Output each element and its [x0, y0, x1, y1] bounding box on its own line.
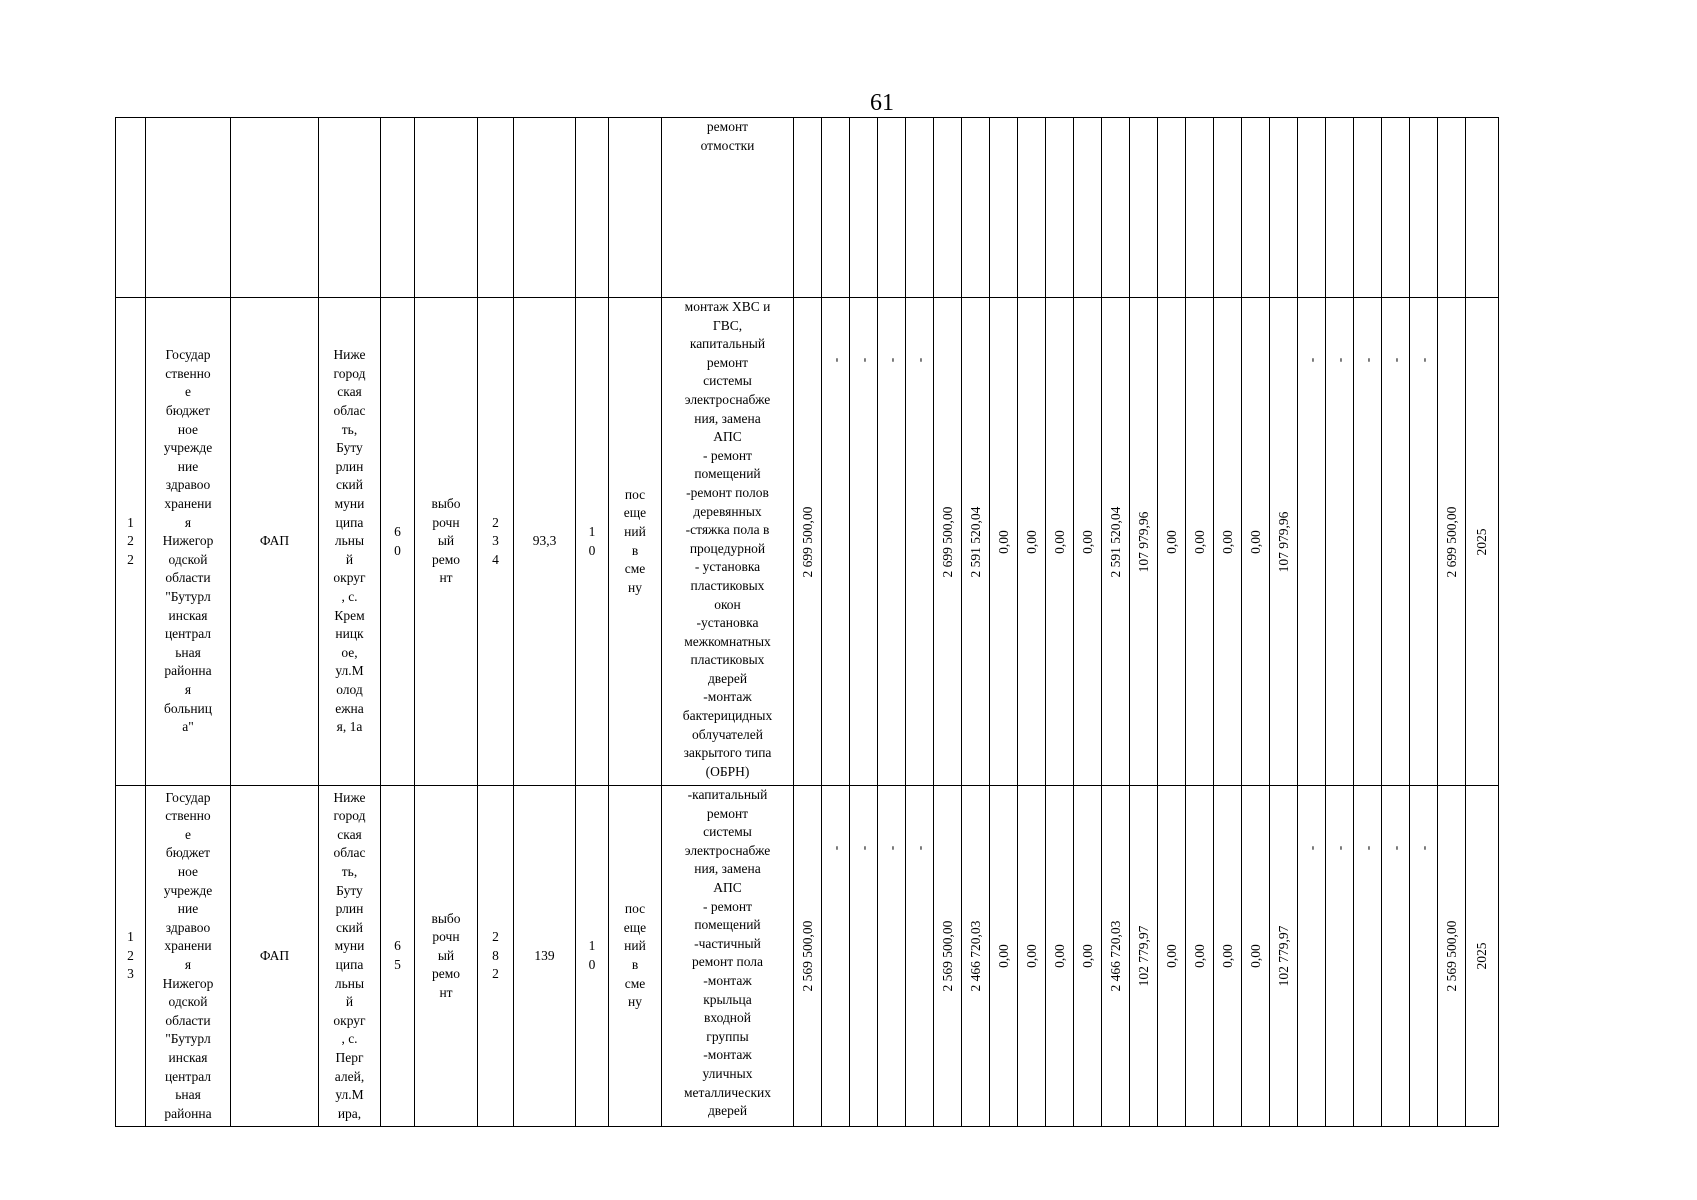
amount-value: -	[883, 357, 899, 363]
amount-cell	[1270, 118, 1298, 298]
amount-cell	[934, 786, 962, 1127]
amount-cell	[1130, 298, 1158, 786]
amount-cell	[1270, 786, 1298, 1127]
institution-cell	[146, 118, 231, 298]
amount-cell	[878, 298, 906, 786]
amount-cell	[1298, 118, 1326, 298]
institution-cell: Государ ственно е бюджет ное учрежде ние здравоо хранени я Нижегор одской области "Бутурл инская централ ьная районна я больниц а"	[146, 298, 231, 786]
amount-cell	[1186, 118, 1214, 298]
amount-value: -	[911, 357, 927, 363]
amount-value: -	[827, 357, 843, 363]
amount-value: -	[1387, 845, 1403, 851]
amount-cell	[1046, 298, 1074, 786]
amount-cell	[1046, 118, 1074, 298]
repair-table	[115, 117, 1499, 1127]
column-7-cell: 2 8 2	[478, 786, 514, 1127]
amount-value: 2 699 500,00	[799, 506, 815, 577]
amount-cell	[906, 786, 934, 1127]
amount-cell	[1018, 118, 1046, 298]
amount-cell	[850, 118, 878, 298]
column-7-cell: 2 3 4	[478, 298, 514, 786]
amount-cell	[822, 786, 850, 1127]
area-cell: 139	[514, 786, 576, 1127]
amount-value: 0,00	[1163, 529, 1179, 554]
table-row	[116, 298, 1499, 786]
amount-value: 2 699 500,00	[939, 506, 955, 577]
amount-cell	[850, 298, 878, 786]
amount-cell	[1382, 298, 1410, 786]
amount-value: 0,00	[1219, 529, 1235, 554]
amount-cell	[1130, 118, 1158, 298]
amount-cell	[1354, 298, 1382, 786]
amount-cell	[1298, 786, 1326, 1127]
amount-cell	[1270, 298, 1298, 786]
year-cell	[1466, 118, 1499, 298]
amount-value: -	[1415, 357, 1431, 363]
amount-value: 0,00	[995, 944, 1011, 968]
amount-cell	[990, 786, 1018, 1127]
amount-value: 2 591 520,04	[967, 506, 983, 577]
year-value: 2025	[1474, 942, 1489, 970]
column-5-cell: 6 0	[381, 298, 415, 786]
amount-value: 0,00	[1023, 529, 1039, 554]
table-row	[116, 786, 1499, 1127]
column-9-cell: 1 0	[576, 786, 609, 1127]
amount-cell	[1410, 298, 1438, 786]
amount-cell	[1074, 786, 1102, 1127]
amount-cell	[1214, 786, 1242, 1127]
amount-value: 0,00	[1051, 944, 1067, 968]
column-9-cell	[576, 118, 609, 298]
amount-value: -	[1415, 845, 1431, 851]
facility-type-cell	[231, 118, 319, 298]
amount-value: -	[1387, 357, 1403, 363]
amount-value: 0,00	[1191, 529, 1207, 554]
amount-value: 0,00	[1051, 529, 1067, 554]
amount-cell	[934, 118, 962, 298]
row-number: 1 2 3	[116, 786, 146, 1127]
year-cell	[1466, 786, 1499, 1127]
year-cell	[1466, 298, 1499, 786]
column-5-cell	[381, 118, 415, 298]
amount-cell	[1186, 786, 1214, 1127]
amount-cell	[962, 118, 990, 298]
amount-value: 2 699 500,00	[1443, 506, 1459, 577]
amount-cell	[1242, 786, 1270, 1127]
institution-cell: Государ ственно е бюджет ное учрежде ние здравоо хранени я Нижегор одской области "Бутурл инская централ ьная районна	[146, 786, 231, 1127]
amount-value: 0,00	[1079, 529, 1095, 554]
amount-cell	[1102, 786, 1130, 1127]
amount-cell	[962, 298, 990, 786]
amount-cell	[878, 118, 906, 298]
amount-value: 2 569 500,00	[1443, 920, 1459, 992]
amount-cell	[1326, 298, 1354, 786]
amount-value: -	[855, 357, 871, 363]
works-description-cell: -капитальный ремонт системы электроснабже ния, замена АПС - ремонт помещений -частичный ремонт пола -монтаж крыльца входной группы -монтаж уличных металлических дверей	[662, 786, 794, 1127]
amount-cell	[1046, 786, 1074, 1127]
amount-cell	[1242, 298, 1270, 786]
amount-cell	[1074, 298, 1102, 786]
amount-cell	[822, 118, 850, 298]
area-cell	[514, 118, 576, 298]
amount-value: 0,00	[1163, 944, 1179, 968]
amount-cell	[1382, 118, 1410, 298]
amount-cell	[1438, 298, 1466, 786]
amount-cell	[1242, 118, 1270, 298]
capacity-unit-cell: пос еще ний в сме ну	[609, 786, 662, 1127]
amount-value: -	[1359, 357, 1375, 363]
amount-value: 0,00	[1247, 529, 1263, 554]
amount-value: 0,00	[1247, 944, 1263, 968]
page-number: 61	[870, 90, 894, 116]
address-cell: Ниже город ская облас ть, Буту рлин ский муни ципа льны й округ , с. Перг алей, ул.М ира,	[319, 786, 381, 1127]
address-cell	[319, 118, 381, 298]
amount-value: -	[1331, 845, 1347, 851]
amount-cell	[1186, 298, 1214, 786]
amount-cell	[1438, 786, 1466, 1127]
amount-cell	[1102, 298, 1130, 786]
amount-cell	[1438, 118, 1466, 298]
amount-cell	[794, 298, 822, 786]
amount-value: -	[855, 845, 871, 851]
amount-value: -	[883, 845, 899, 851]
amount-value: 2 466 720,03	[967, 920, 983, 992]
amount-cell	[1354, 786, 1382, 1127]
repair-type-cell	[415, 118, 478, 298]
amount-cell	[1158, 786, 1186, 1127]
amount-cell	[1130, 786, 1158, 1127]
amount-value: -	[1303, 357, 1319, 363]
amount-value: 102 779,97	[1135, 925, 1151, 987]
area-cell: 93,3	[514, 298, 576, 786]
amount-cell	[1354, 118, 1382, 298]
amount-value: 2 569 500,00	[939, 920, 955, 992]
year-value: 2025	[1474, 528, 1489, 555]
amount-cell	[906, 298, 934, 786]
amount-cell	[1214, 118, 1242, 298]
amount-cell	[962, 786, 990, 1127]
column-7-cell	[478, 118, 514, 298]
capacity-unit-cell	[609, 118, 662, 298]
amount-value: -	[911, 845, 927, 851]
amount-cell	[1018, 298, 1046, 786]
amount-value: 0,00	[1023, 944, 1039, 968]
amount-value: -	[1331, 357, 1347, 363]
amount-cell	[1326, 786, 1354, 1127]
repair-type-cell: выбо рочн ый ремо нт	[415, 298, 478, 786]
amount-value: 107 979,96	[1275, 511, 1291, 572]
column-5-cell: 6 5	[381, 786, 415, 1127]
works-description-cell: монтаж ХВС и ГВС, капитальный ремонт системы электроснабже ния, замена АПС - ремонт помещений -ремонт полов деревянных -стяжка пола в процедурной - установка пластиковых окон -установка межкомнатных пластиковых дверей -монтаж бактерицидных облучателей закрытого типа (ОБРН)	[662, 298, 794, 786]
amount-cell	[990, 298, 1018, 786]
amount-value: 2 591 520,04	[1107, 506, 1123, 577]
facility-type-cell: ФАП	[231, 298, 319, 786]
amount-cell	[850, 786, 878, 1127]
amount-cell	[906, 118, 934, 298]
amount-cell	[1382, 786, 1410, 1127]
row-number: 1 2 2	[116, 298, 146, 786]
column-9-cell: 1 0	[576, 298, 609, 786]
amount-cell	[1018, 786, 1046, 1127]
amount-value: -	[827, 845, 843, 851]
amount-cell	[1410, 118, 1438, 298]
amount-cell	[878, 786, 906, 1127]
table-row	[116, 118, 1499, 298]
amount-cell	[990, 118, 1018, 298]
amount-value: 2 466 720,03	[1107, 920, 1123, 992]
amount-value: 0,00	[995, 529, 1011, 554]
works-description-cell: ремонт отмостки	[662, 118, 794, 298]
amount-cell	[1158, 118, 1186, 298]
address-cell: Ниже город ская облас ть, Буту рлин ский муни ципа льны й округ , с. Крем ницк ое, ул.М олод ежна я, 1а	[319, 298, 381, 786]
amount-value: 2 569 500,00	[799, 920, 815, 992]
amount-cell	[934, 298, 962, 786]
facility-type-cell: ФАП	[231, 786, 319, 1127]
amount-cell	[1158, 298, 1186, 786]
amount-cell	[1102, 118, 1130, 298]
capacity-unit-cell: пос еще ний в сме ну	[609, 298, 662, 786]
amount-cell	[822, 298, 850, 786]
row-number	[116, 118, 146, 298]
amount-cell	[1410, 786, 1438, 1127]
amount-value: 0,00	[1079, 944, 1095, 968]
amount-cell	[794, 118, 822, 298]
amount-value: -	[1303, 845, 1319, 851]
amount-cell	[1298, 298, 1326, 786]
amount-cell	[1074, 118, 1102, 298]
amount-value: 107 979,96	[1135, 511, 1151, 572]
amount-cell	[1326, 118, 1354, 298]
amount-cell	[1214, 298, 1242, 786]
amount-value: 0,00	[1191, 944, 1207, 968]
amount-value: -	[1359, 845, 1375, 851]
amount-value: 0,00	[1219, 944, 1235, 968]
amount-value: 102 779,97	[1275, 925, 1291, 987]
amount-cell	[794, 786, 822, 1127]
repair-type-cell: выбо рочн ый ремо нт	[415, 786, 478, 1127]
